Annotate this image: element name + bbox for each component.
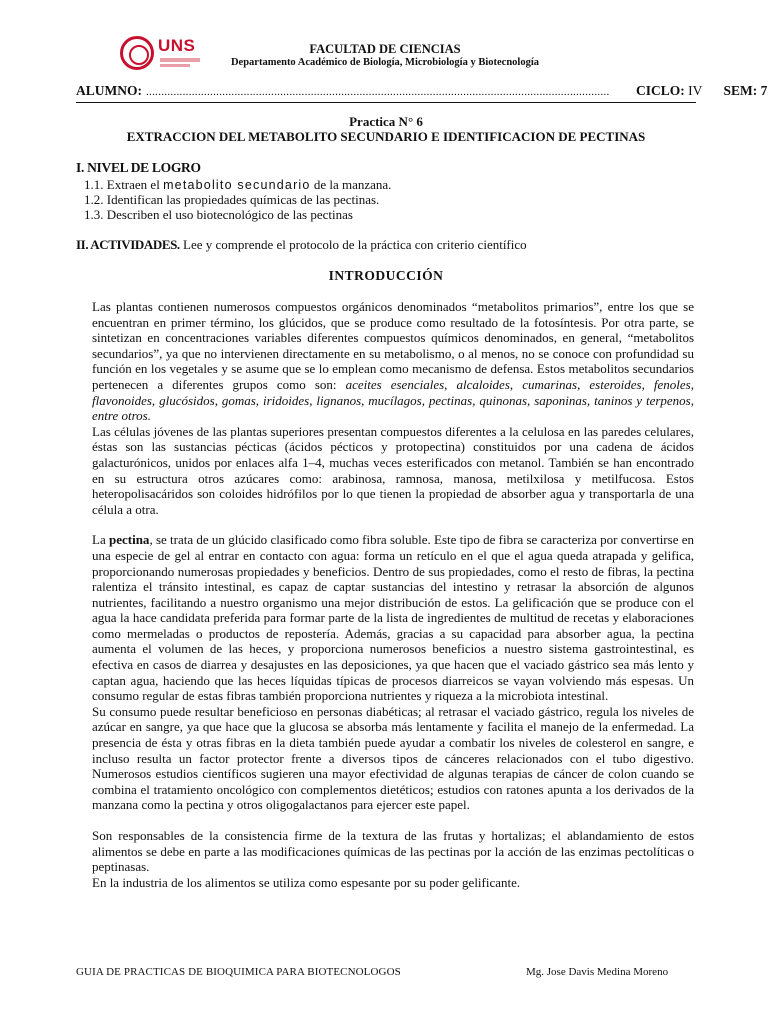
header-divider [76,102,696,103]
objective-text: 1.2. Identifican las propiedades químicas de las pectinas. [84,192,380,207]
logo-text: UNS [158,36,196,55]
paragraph: Son responsables de la consistencia firme de la textura de las frutas y hortalizas; el ablandamiento de estos alimentos se debe en parte a las modificaciones químicas de las pectinas por la acción de las enzimas pectolíticas o peptinasas. [92,828,694,875]
objective-text: 1.1. Extraen el [84,177,164,192]
faculty-title: FACULTAD DE CIENCIAS [309,42,461,56]
objective-spaced-text: metabolito secundario [163,178,311,192]
section-2 [76,237,527,253]
cycle-value: IV [688,83,703,98]
cycle-label: CICLO: [636,83,685,98]
paragraph-text: La [92,532,109,548]
section-2-text: Lee y comprende el protocolo de la práctica con criterio científico [179,237,527,252]
paragraph: En la industria de los alimentos se utiliza como espesante por su poder gelificante. [92,874,521,890]
student-row [76,83,768,101]
paragraph [92,532,694,704]
footer-guide-title: GUIA DE PRACTICAS DE BIOQUIMICA PARA BIOTECNOLOGOS [76,966,401,978]
introduction-heading: INTRODUCCIÓN [328,268,444,283]
paragraph-text: Las plantas contienen numerosos compuestos orgánicos denominados “metabolitos primarios”, entre los que se encuentran en primer término, los glúcidos, que se produce como resultado de la fotosíntesis. Por otra parte, se sintetizan en concentraciones variables diferentes compuestos químicos denominados, en general, “metabolitos secundarios”, ya que no intervienen directamente en su metabolismo, o al menos, no se conoce con profundidad su función en los vegetales y se asume que se lo emplean como mecanismo de defensa. Estos metabolitos secundarios pertenecen a diferentes grupos como son: [92,299,694,392]
logo-subtitle-mark [160,58,200,62]
section-1-heading: I. NIVEL DE LOGRO [76,160,201,175]
semester-label: SEM: 7 [723,83,768,98]
university-logo [120,36,212,76]
objective-item [84,207,353,223]
practice-title: EXTRACCION DEL METABOLITO SECUNDARIO E IDENTIFICACION DE PECTINAS [126,129,646,144]
paragraph: Las células jóvenes de las plantas superiores presentan compuestos diferentes a la celulosa en las paredes celulares, éstas son las sustancias pécticas (ácidos pécticos y protopectina) constituidos por una cadena de ácidos galacturónicos, unidos por enlaces alfa 1–4, muchas veces esterificados con metanol. También se han encontrado en su estructura otros azúcares como: arabinosa, ramnosa, manosa, metilxilosa y metilfucosa. Estos heteropolisacáridos son coloides hidrófilos por lo que tienen la propiedad de absorber agua y transportarla de una célula a otra. [92,423,694,517]
paragraph-italic-list: aceites esenciales, alcaloides, cumarinas, esteroides, fenoles, flavonoides, glucósidos, gomas, iridoides, lignanos, mucílagos, pectinas, quinonas, saponinas, taninos y terpenos, entre otros. [92,376,694,424]
student-label: ALUMNO: [76,83,142,98]
cycle-field [636,83,767,99]
paragraph: Su consumo puede resultar beneficioso en personas diabéticas; al retrasar el vaciado gástrico, regula los niveles de azúcar en sangre, ya que hace que la glucosa se absorba más lentamente y facilita el manejo de la enfermedad. La presencia de ésta y otras fibras en la dieta también puede ayudar a combatir los niveles de colesterol en sangre, e incluso resulta un factor protector frente a diversos tipos de cánceres relacionados con el tubo digestivo. Numerosos estudios científicos sugieren una mayor efectividad de algunas terapias de cáncer de colon cuando se combina el tratamiento oncológico con complementos dietéticos; estudios con ratones apunta a los derivados de la manzana como la pectina y otros oligogalactanos para ejercer este papel. [92,703,694,813]
introduction-body [92,299,694,890]
objective-item [84,177,391,193]
practice-number: Practica N° 6 [349,114,423,129]
student-name-blank: ........................................................................................................................................................ [146,86,610,98]
paragraph-bold-term: pectina [108,532,150,548]
department-title: Departamento Académico de Biología, Microbiología y Biotecnología [230,57,540,68]
footer-author: Mg. Jose Davis Medina Moreno [526,966,669,978]
objective-item [84,192,379,208]
logo-subtitle-mark-2 [160,64,190,67]
university-seal-icon [120,36,154,70]
objective-text-end: de la manzana. [310,177,392,192]
section-2-heading: II. ACTIVIDADES. [76,237,180,252]
objective-text: 1.3. Describen el uso biotecnológico de las pectinas [84,207,353,222]
paragraph [92,299,694,424]
paragraph-text: , se trata de un glúcido clasificado como fibra soluble. Este tipo de fibra se caracteriza por convertirse en una especie de gel al entrar en contacto con agua: forma un retículo en el que el agua queda atrapada y gelifica, proporcionando numerosas propiedades y beneficios. Dentro de sus propiedades, como el resto de fibras, la pectina ralentiza el tránsito intestinal, es capaz de captar sustancias del intestino y retrasar la absorción de algunos nutrientes, facilitando a nuestro organismo una mejor distribución de estos. La gelificación que se produce con el agua la hace candidata preferida para formar parte de la lista de ingredientes de multitud de recetas y elaboraciones como mermeladas o productos de repostería. Además, gracias a su capacidad para absorber agua, la pectina aumenta el volumen de las heces, y proporciona numerosos beneficios a nuestro sistema gastrointestinal, es efectiva en casos de diarrea y desajustes en las deposiciones, ya que hacen que el vaciado gástrico sea más lento y captan agua, haciendo que las heces líquidas típicas de procesos diarreicos se vayan volviendo más espesas. Un consumo regular de estas fibras también proporciona nutrientes y riqueza a la microbiota intestinal. [92,532,694,704]
